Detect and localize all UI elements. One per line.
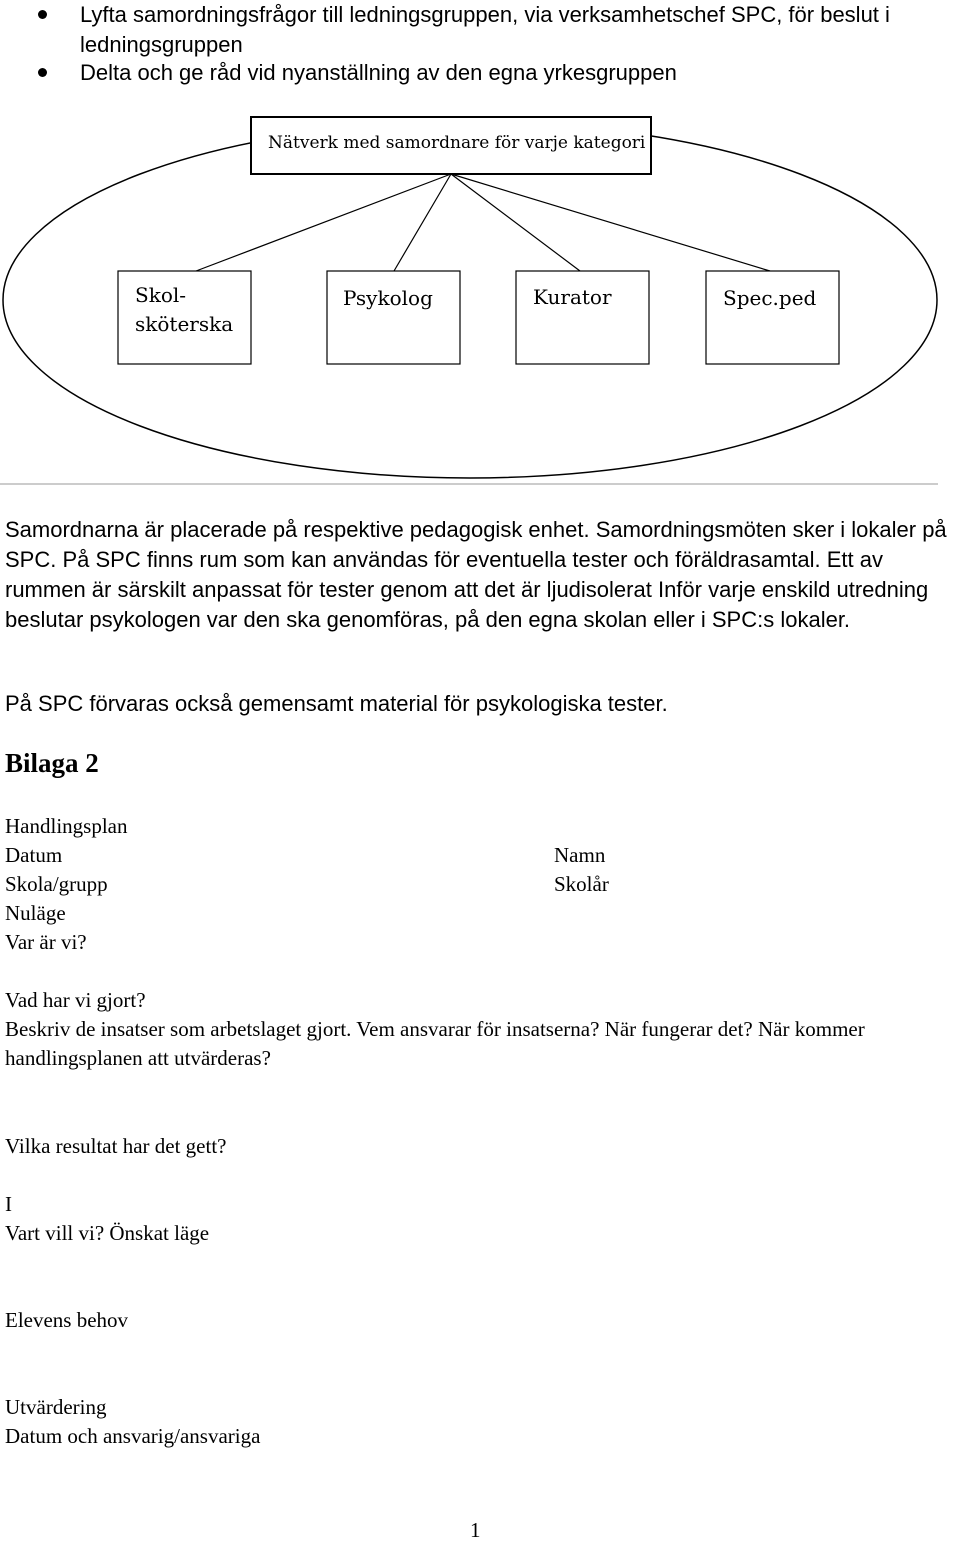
form-label: Namn bbox=[554, 843, 606, 867]
connector-line bbox=[196, 174, 451, 271]
page-number: 1 bbox=[470, 1518, 481, 1542]
bullet-dot-icon bbox=[38, 68, 47, 77]
box-label: Psykolog bbox=[343, 286, 433, 310]
section-question: Utvärdering bbox=[5, 1395, 107, 1419]
section-question: Vart vill vi? Önskat läge bbox=[5, 1221, 210, 1245]
stray-text: I bbox=[5, 1192, 12, 1216]
box-specped bbox=[706, 271, 839, 364]
form-label: Var är vi? bbox=[5, 930, 87, 954]
box-label: Kurator bbox=[533, 285, 612, 309]
form-label: Handlingsplan bbox=[5, 814, 128, 838]
form-label: Skolår bbox=[554, 872, 609, 896]
box-label: Spec.ped bbox=[723, 286, 817, 310]
section-body: Datum och ansvarig/ansvariga bbox=[5, 1424, 261, 1448]
connector-line bbox=[451, 174, 770, 271]
bullet-text: Delta och ge råd vid nyanställning av den egna yrkesgruppen bbox=[80, 60, 677, 85]
box-label: sköterska bbox=[135, 312, 234, 336]
body-paragraph: Samordnarna är placerade på respektive pedagogisk enhet. Samordningsmöten sker i lokaler på SPC. På SPC finns rum som kan användas för eventuella tester och föräldrasamtal. Ett av rummen är särskilt anpassat för tester genom att det är ljudisolerat Inför varje enskild utredning beslutar psykologen var den ska genomföras, på den egna skolan eller i SPC:s lokaler. bbox=[5, 517, 947, 632]
form-label: Skola/grupp bbox=[5, 872, 108, 896]
connector-line bbox=[394, 174, 451, 271]
bullet-item bbox=[80, 0, 940, 59]
form-label: Datum bbox=[5, 843, 63, 867]
box-psykolog bbox=[327, 271, 460, 364]
section-body: Beskriv de insatser som arbetslaget gjort. Vem ansvarar för insatserna? När fungerar det? När kommer handlingsplanen att utvärderas? bbox=[5, 1017, 865, 1070]
connector-line bbox=[451, 174, 580, 271]
network-box-label: Nätverk med samordnare för varje kategori bbox=[268, 133, 646, 153]
bullet-item bbox=[80, 58, 940, 88]
body-paragraph: På SPC förvaras också gemensamt material för psykologiska tester. bbox=[5, 691, 668, 716]
appendix-heading: Bilaga 2 bbox=[5, 748, 99, 778]
org-diagram bbox=[0, 112, 960, 487]
section-question: Vad har vi gjort? bbox=[5, 988, 146, 1012]
form-label: Nuläge bbox=[5, 901, 66, 925]
bullet-text: Lyfta samordningsfrågor till ledningsgruppen, via verksamhetschef SPC, för beslut i ledningsgruppen bbox=[80, 2, 890, 57]
box-label: Skol- bbox=[135, 283, 187, 307]
section-question: Elevens behov bbox=[5, 1308, 129, 1332]
bullet-dot-icon bbox=[38, 10, 47, 19]
section-question: Vilka resultat har det gett? bbox=[5, 1134, 227, 1158]
